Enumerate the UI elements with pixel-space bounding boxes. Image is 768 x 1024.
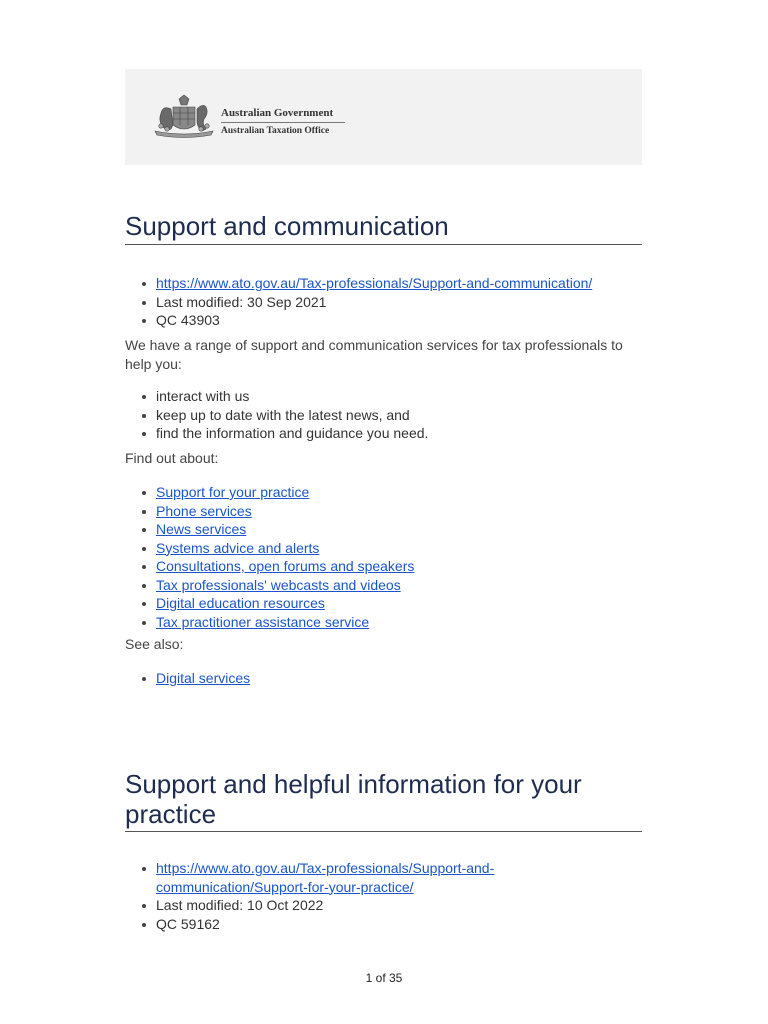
list-item: find the information and guidance you need. (125, 424, 642, 443)
list-item: Last modified: 10 Oct 2022 (125, 896, 642, 915)
list-item[interactable] (125, 274, 642, 293)
list-item (125, 539, 642, 558)
list-item (125, 520, 642, 539)
intro-paragraph: We have a range of support and communication services for tax professionals to help you: (125, 337, 623, 372)
agency-name: Australian Taxation Office (221, 126, 330, 136)
see-also-label: See also: (125, 636, 184, 652)
help-list (125, 387, 642, 443)
list-item (125, 669, 642, 688)
find-out-label: Find out about: (125, 450, 219, 466)
topic-links-list (125, 483, 642, 631)
header-banner (125, 69, 642, 165)
government-name: Australian Government (221, 107, 345, 123)
link-digital-services[interactable]: Digital services (156, 670, 251, 686)
list-item (125, 859, 642, 896)
see-also-list (125, 669, 642, 688)
link-support-for-your-practice[interactable]: Support for your practice (156, 484, 310, 500)
list-item: QC 43903 (125, 311, 642, 330)
list-item: QC 59162 (125, 915, 642, 934)
link-systems-advice[interactable]: Systems advice and alerts (156, 539, 320, 556)
link-webcasts[interactable]: Tax professionals' webcasts and videos (156, 576, 401, 593)
page-url-link[interactable]: https://www.ato.gov.au/Tax-professionals/Support-and-communication/ (156, 275, 593, 291)
page-number: 1 of 35 (365, 971, 403, 985)
list-item: interact with us (125, 387, 642, 406)
meta-list (125, 859, 642, 933)
link-digital-education[interactable]: Digital education resources (156, 595, 325, 611)
government-wordmark (221, 107, 345, 137)
list-item (125, 613, 642, 632)
meta-list (125, 274, 642, 330)
section-title: Support and communication (125, 211, 642, 245)
list-item (125, 502, 642, 521)
list-item: Last modified: 30 Sep 2021 (125, 293, 642, 312)
list-item (125, 483, 642, 502)
link-consultations[interactable]: Consultations, open forums and speakers (156, 558, 415, 574)
section-title: Support and helpful information for your practice (125, 769, 642, 832)
url-part-2: communication/Support-for-your-practice/ (156, 878, 414, 895)
list-item (125, 576, 642, 595)
link-phone-services[interactable]: Phone services (156, 502, 252, 519)
url-part-1: https://www.ato.gov.au/Tax-professionals/Support-and- (156, 860, 495, 876)
page-url-link[interactable] (156, 860, 494, 895)
coat-of-arms-icon (151, 93, 217, 141)
link-tax-practitioner-assistance[interactable]: Tax practitioner assistance service (156, 613, 370, 630)
link-news-services[interactable]: News services (156, 521, 247, 537)
list-item (125, 557, 642, 576)
list-item (125, 594, 642, 613)
list-item: keep up to date with the latest news, and (125, 406, 642, 425)
